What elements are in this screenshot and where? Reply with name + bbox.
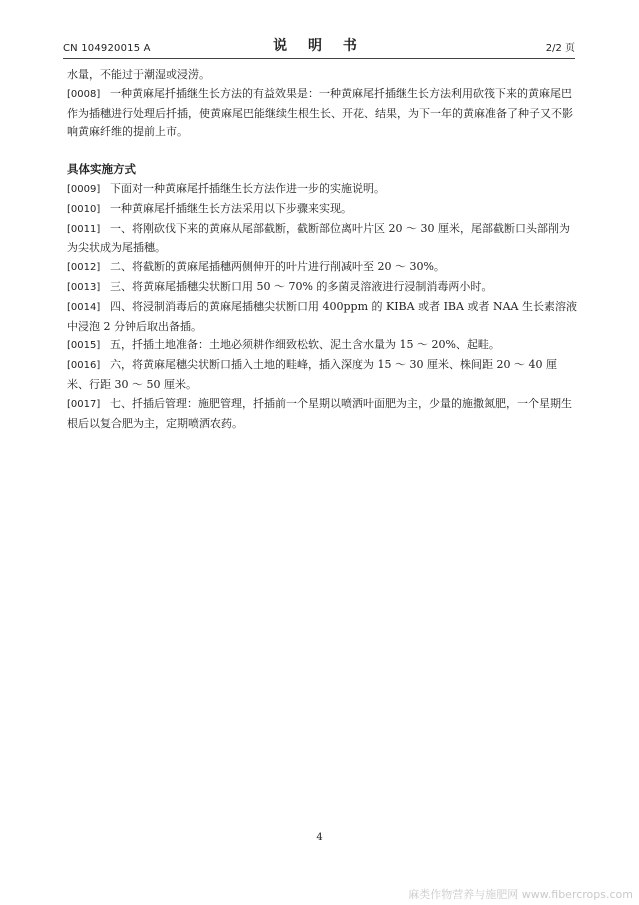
- watermark: 麻类作物营养与施肥网 www.fibercrops.com: [408, 888, 633, 901]
- paragraph-tag: [0009]: [67, 183, 101, 195]
- paragraph-text: 下面对一种黄麻尾扦插继生长方法作进一步的实施说明。: [110, 181, 385, 195]
- paragraph-0010: [67, 200, 577, 220]
- page-count: 2/2 页: [545, 43, 575, 54]
- paragraph-0011: [67, 220, 577, 259]
- paragraph-text: 七、扦插后管理：施肥管理，扦插前一个星期以喷洒叶面肥为主，少量的施撒氮肥，一个星期生根后以复合肥为主，定期喷洒农药。: [67, 396, 572, 430]
- paragraph-tag: [0011]: [67, 223, 101, 235]
- paragraph-text: 六，将黄麻尾穗尖状断口插入土地的畦峰，插入深度为 15 ～ 30 厘米、株间距 20 ～ 40 厘米、行距 30 ～ 50 厘米。: [67, 358, 557, 391]
- paragraph-tag: [0017]: [67, 398, 101, 410]
- paragraph-0016: [67, 356, 577, 395]
- paragraph-tag: [0013]: [67, 281, 101, 293]
- paragraph-0009: [67, 180, 577, 200]
- intro-line: 水量，不能过于潮湿或浸涝。: [67, 68, 210, 81]
- paragraph-text: 一种黄麻尾扦插继生长方法的有益效果是：一种黄麻尾扦插继生长方法利用砍筏下来的黄麻尾巴作为插穗进行处理后扦插，使黄麻尾巴能继续生根生长、开花、结果，为下一年的黄麻准备了种子又不影响黄麻纤维的提前上市。: [67, 86, 573, 139]
- paragraph-0013: [67, 278, 577, 298]
- paragraph-tag: [0010]: [67, 203, 101, 215]
- paragraph-0015: [67, 336, 577, 356]
- paragraph-tag: [0014]: [67, 301, 101, 313]
- paragraph-text: 二、将截断的黄麻尾插穗两侧伸开的叶片进行削减叶至 20 ～ 30%。: [110, 260, 445, 274]
- paragraph-text: 一种黄麻尾扦插继生长方法采用以下步骤来实现。: [110, 201, 352, 215]
- document-body: [67, 66, 577, 433]
- paragraph-tag: [0008]: [67, 88, 101, 100]
- page-header: [63, 36, 575, 59]
- paragraph-tag: [0016]: [67, 360, 101, 372]
- paragraph-text: 四、将浸制消毒后的黄麻尾插穗尖状断口用 400ppm 的 KIBA 或者 IBA 或者 NAA 生长素溶液中浸泡 2 分钟后取出备插。: [67, 299, 577, 333]
- document-title: 说 明 书: [273, 38, 365, 54]
- paragraph-tag: [0015]: [67, 340, 101, 352]
- doc-number: CN 104920015 A: [63, 43, 151, 54]
- paragraph-0017: [67, 395, 577, 434]
- paragraph-0014: [67, 298, 577, 337]
- paragraph-text: 五，扦插土地准备：土地必须耕作细致松软、泥土含水量为 15 ～ 20%、起畦。: [110, 338, 500, 352]
- section-title: 具体实施方式: [67, 162, 136, 177]
- page-number: 4: [316, 832, 323, 843]
- paragraph-0012: [67, 258, 577, 278]
- paragraph-tag: [0012]: [67, 262, 101, 274]
- paragraph-text: 一、将刚砍伐下来的黄麻从尾部截断，截断部位离叶片区 20 ～ 30 厘米，尾部截断口头部削为为尖状成为尾插穗。: [67, 221, 570, 255]
- paragraph-text: 三、将黄麻尾插穗尖状断口用 50 ～ 70% 的多菌灵溶液进行浸制消毒两小时。: [110, 279, 493, 293]
- paragraph-0008: [67, 85, 577, 142]
